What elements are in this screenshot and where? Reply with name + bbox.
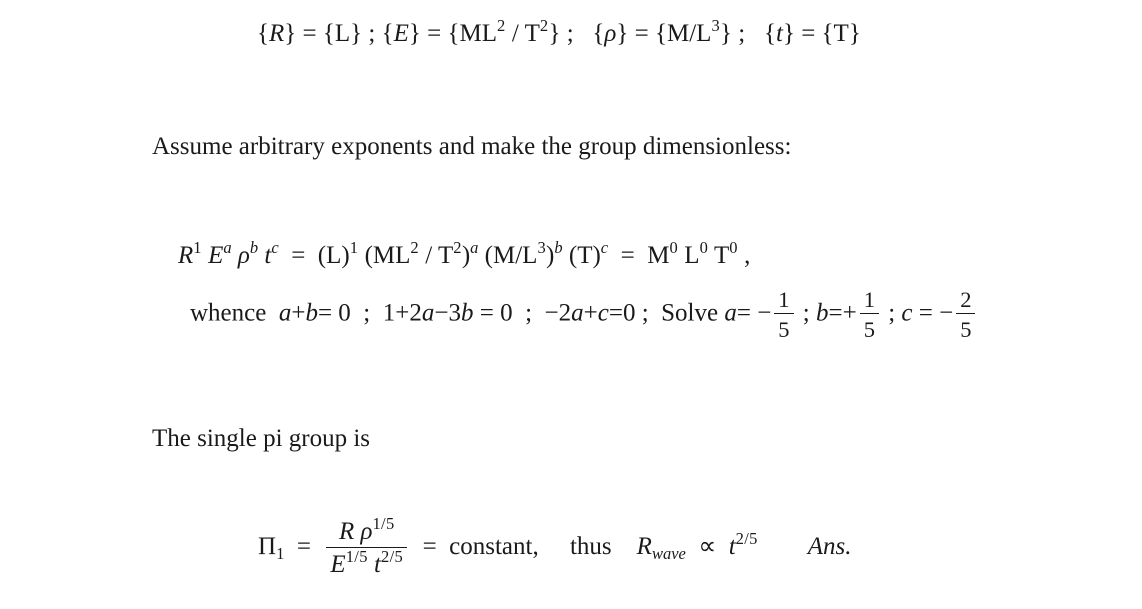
math-segment: ; (881, 299, 902, 327)
math-segment: = − (912, 299, 954, 327)
fraction-denominator (326, 548, 407, 579)
math-segment: / T (505, 20, 540, 47)
math-segment: + (583, 299, 598, 327)
math-segment: (M/L (478, 242, 538, 269)
math-segment: } = {ML (408, 20, 497, 47)
math-segment: 1 (276, 543, 285, 563)
fraction-numerator (326, 513, 407, 548)
math-segment: =+ (828, 299, 857, 327)
math-segment: c (271, 237, 279, 257)
math-segment: t (264, 242, 272, 269)
assume-line: Assume arbitrary exponents and make the group dimensionless: (152, 133, 792, 160)
math-segment: } = {L} ; { (284, 20, 394, 47)
fraction-denominator (956, 314, 975, 342)
math-segment: a (724, 299, 737, 327)
math-segment: = M (608, 242, 670, 269)
math-segment: { (257, 20, 269, 47)
fraction (774, 287, 793, 342)
math-segment: = 0 ; −2 (473, 299, 572, 327)
math-segment: (T) (562, 242, 601, 269)
math-segment: a (421, 299, 435, 327)
math-segment: b (460, 299, 474, 327)
math-segment: 2 (410, 237, 419, 257)
math-segment: 1 (349, 237, 359, 257)
fraction-numerator (860, 287, 879, 314)
math-segment: ; (796, 299, 816, 327)
math-segment: R (636, 533, 652, 561)
math-segment: 0 (669, 237, 679, 257)
math-segment: Ans. (807, 533, 852, 561)
fraction-numerator (774, 287, 793, 314)
math-segment: 2 (960, 287, 972, 312)
math-segment: b (249, 237, 259, 257)
math-segment: 2/5 (735, 529, 758, 549)
math-segment: ρ (604, 20, 617, 47)
math-segment: 5 (863, 317, 875, 343)
math-segment: R ρ (338, 518, 373, 545)
math-segment: 1/5 (372, 513, 395, 533)
math-segment: wave (651, 543, 686, 563)
math-segment: b (816, 299, 829, 327)
math-segment: =0 ; Solve (608, 299, 725, 327)
math-segment: t (728, 533, 736, 561)
math-segment: T (708, 242, 730, 269)
math-segment: } ; { (548, 20, 605, 47)
math-segment: a (470, 237, 479, 257)
math-segment: Π (258, 533, 277, 561)
math-segment: 0 (729, 237, 738, 257)
math-segment: a (278, 299, 292, 327)
fraction (860, 287, 879, 342)
fraction (326, 513, 407, 579)
math-segment: ∝ (685, 533, 729, 561)
math-segment: t (776, 20, 783, 47)
math-segment: c (600, 237, 609, 257)
pi-group-intro-line: The single pi group is (152, 425, 371, 452)
math-segment: 1/5 (345, 546, 368, 566)
math-segment: 1 (778, 287, 790, 312)
math-segment: + (291, 299, 306, 327)
math-segment: , (737, 242, 751, 269)
math-segment: ρ (237, 242, 250, 269)
math-segment: b (305, 299, 318, 327)
math-segment: 1 (193, 237, 202, 257)
math-segment: R (178, 242, 194, 269)
math-segment: / T (418, 242, 454, 269)
math-segment: 2 (453, 237, 462, 257)
math-segment (758, 533, 808, 560)
math-segment: 3 (537, 237, 547, 257)
math-segment: = 0 ; 1+2 (317, 299, 422, 327)
math-segment: 5 (778, 317, 790, 343)
math-segment: whence (190, 299, 279, 327)
pi-group-result-line (258, 513, 852, 579)
dimensions-line (257, 15, 861, 51)
math-segment: } = {T} (782, 20, 861, 47)
fraction-denominator (774, 314, 793, 342)
math-segment: 5 (960, 317, 972, 343)
math-segment: } ; { (720, 20, 776, 47)
fraction (956, 287, 975, 342)
math-segment: 1 (863, 287, 875, 312)
math-segment: = constant, thus (410, 533, 637, 561)
math-segment: = (L) (278, 242, 350, 269)
math-segment: } = {M/L (616, 20, 712, 47)
math-segment: R (269, 20, 285, 47)
math-segment: 2/5 (380, 546, 404, 566)
math-segment: ) (546, 242, 555, 269)
math-segment: = − (736, 299, 772, 327)
math-segment: E (208, 242, 224, 269)
math-segment: 2 (539, 15, 549, 35)
math-segment: E (330, 551, 346, 578)
math-segment: t (367, 551, 381, 578)
math-segment: E (393, 20, 409, 47)
math-segment: a (571, 299, 584, 327)
math-segment: 0 (699, 237, 709, 257)
math-segment: 2 (497, 15, 506, 35)
math-segment: (ML (358, 242, 411, 269)
math-segment: c (597, 299, 609, 327)
math-segment: c (901, 299, 913, 327)
math-segment: 3 (711, 15, 721, 35)
math-segment: L (678, 242, 700, 269)
fraction-numerator (956, 287, 975, 314)
math-segment: b (554, 237, 563, 257)
math-segment: −3 (434, 299, 461, 327)
exponent-equation-line (178, 237, 751, 273)
math-segment: = (284, 533, 324, 561)
fraction-denominator (860, 314, 879, 342)
math-segment: a (223, 237, 232, 257)
math-segment: ) (461, 242, 471, 269)
whence-line (190, 287, 978, 342)
